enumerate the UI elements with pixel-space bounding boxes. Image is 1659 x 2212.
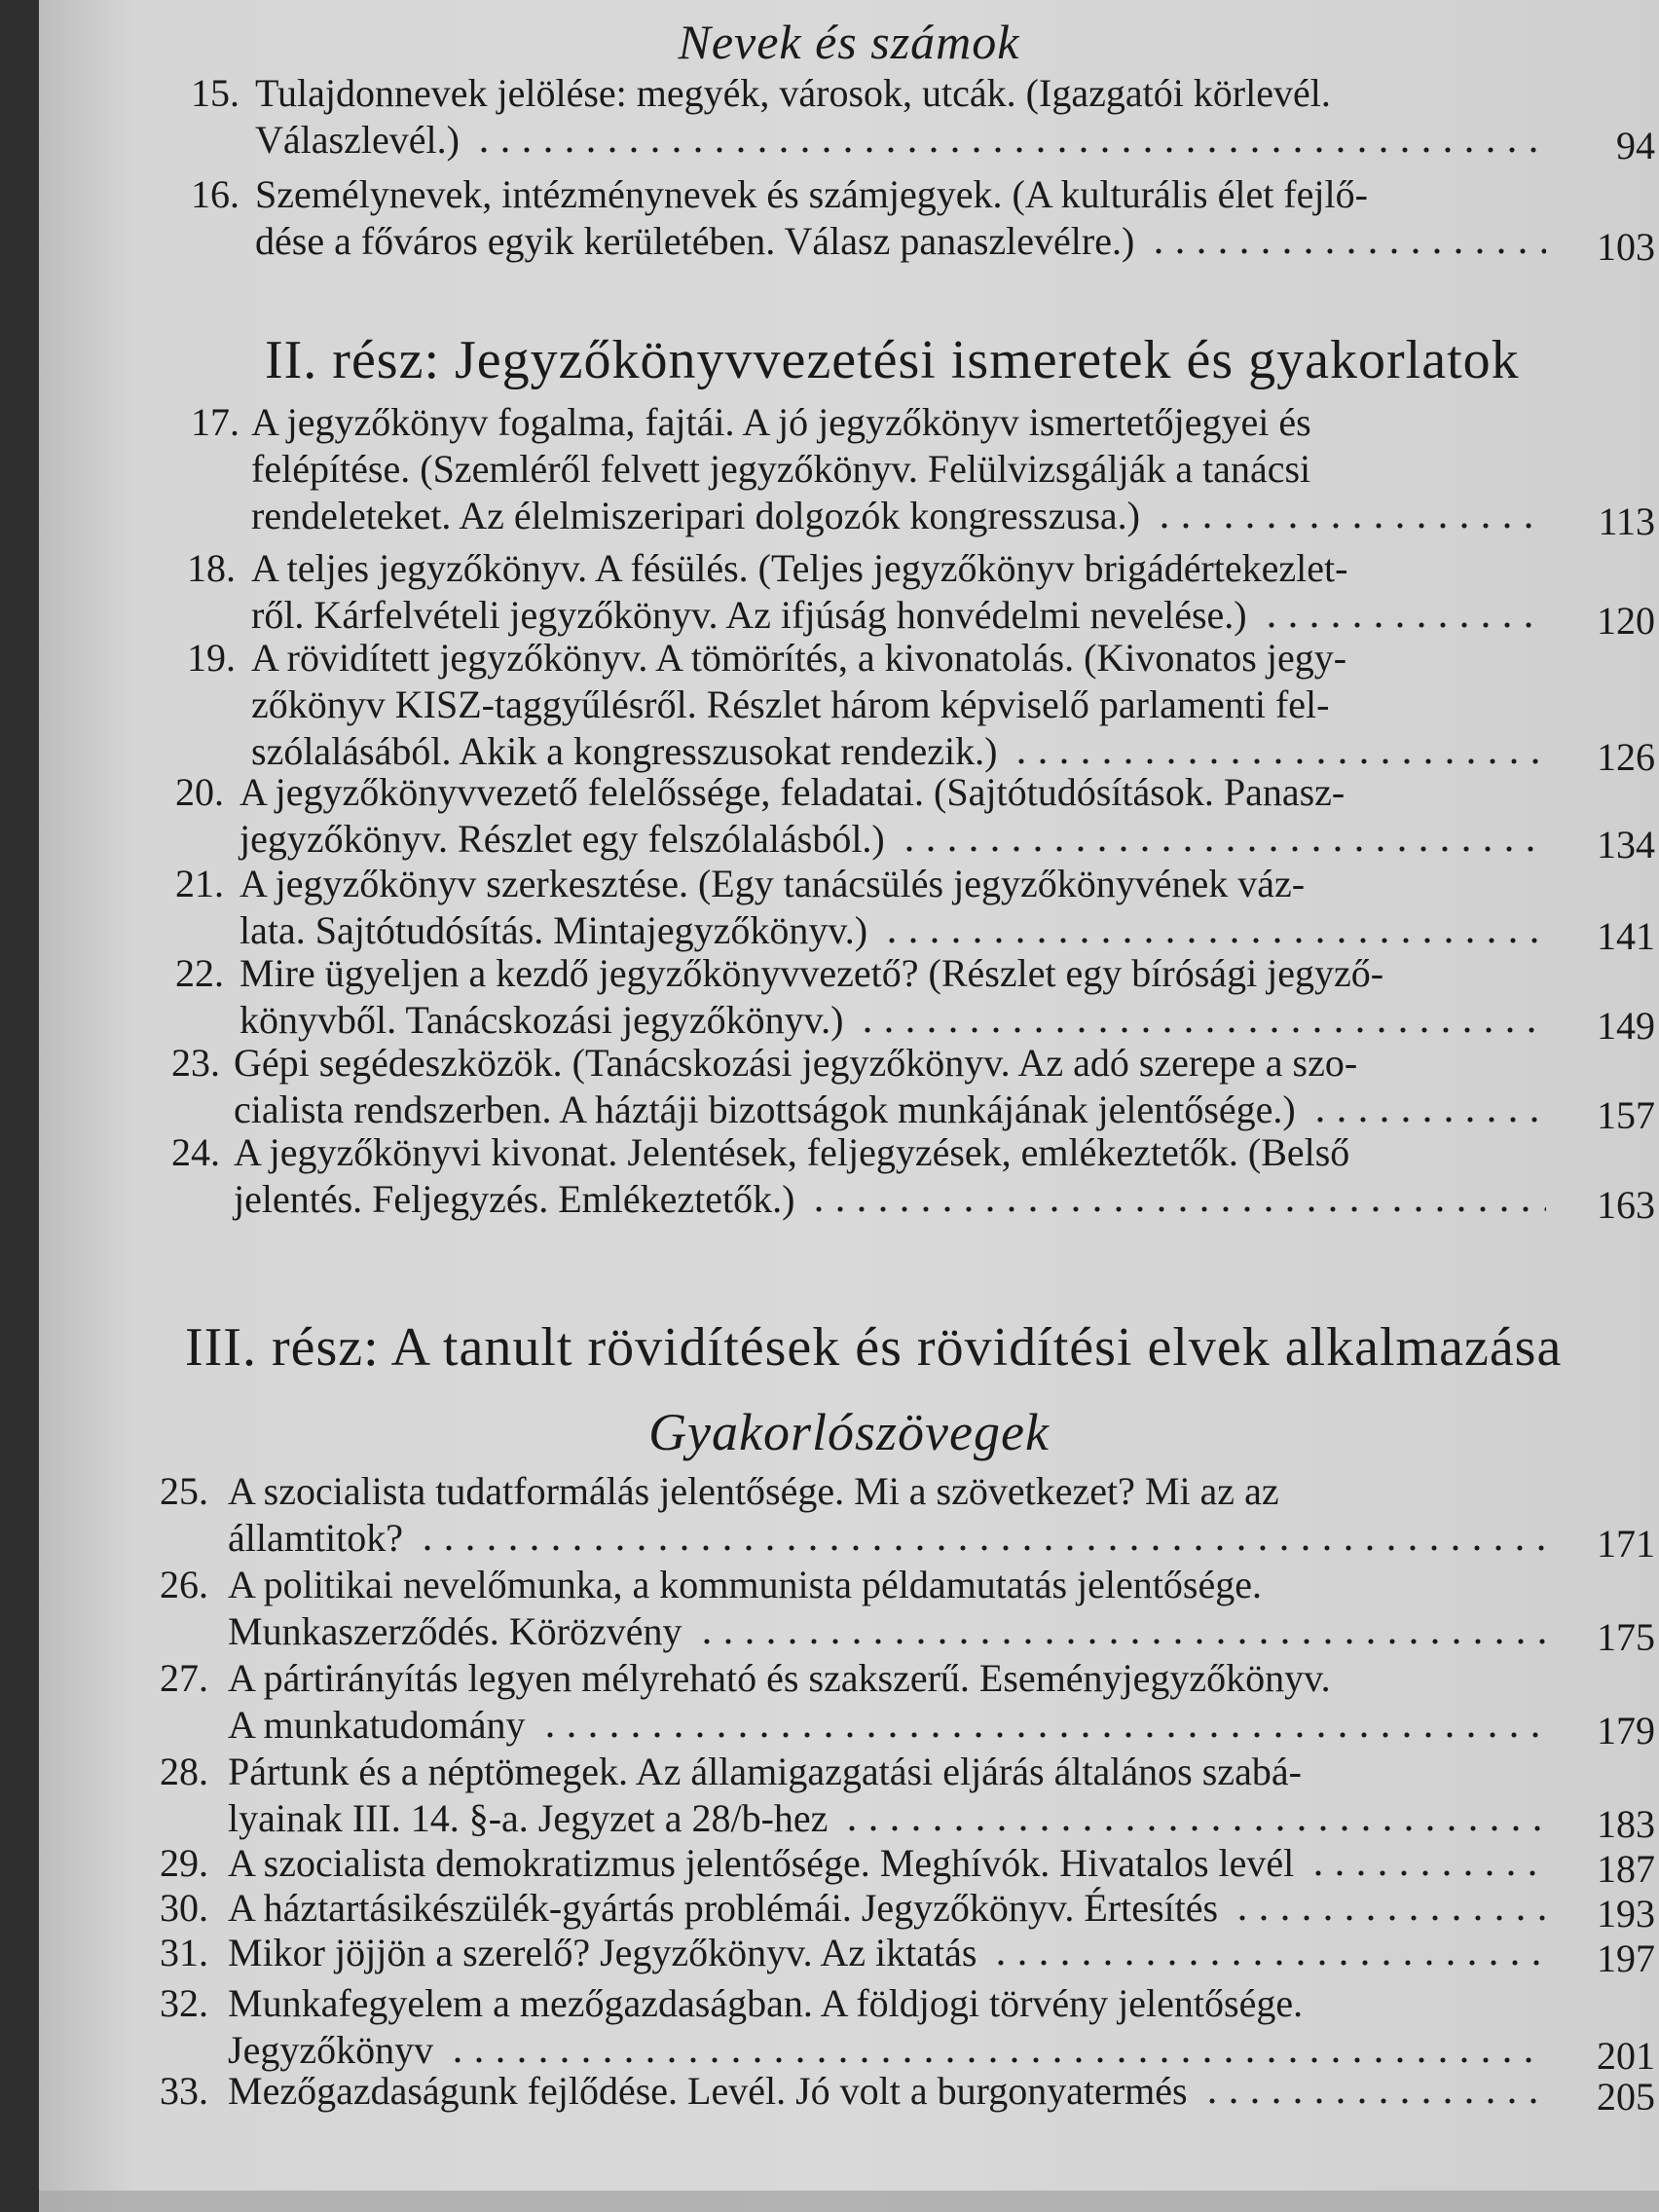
entry-line: rendeleteket. Az élelmiszeripari dolgozók kongresszusa.) xyxy=(251,494,1140,537)
entry-line: A politikai nevelőmunka, a kommunista példamutatás jelentősége. xyxy=(228,1563,1262,1606)
entry-line: könyvből. Tanácskozási jegyzőkönyv.) xyxy=(240,998,844,1042)
entry-number: 33. xyxy=(160,2069,208,2113)
entry-page-number: 187 xyxy=(1597,1847,1655,1891)
toc-entry xyxy=(39,1655,1659,1752)
entry-line: Mikor jöjjön a szerelő? Jegyzőkönyv. Az iktatás xyxy=(228,1931,977,1974)
entry-line: lata. Sajtótudósítás. Mintajegyzőkönyv.) xyxy=(240,908,868,952)
entry-line: A jegyzőkönyvi kivonat. Jelentések, feljegyzések, emlékeztetők. (Belső xyxy=(234,1130,1350,1174)
leader-dots xyxy=(1261,621,1546,629)
leader-dots xyxy=(417,1544,1546,1552)
page-bottom-strip xyxy=(39,2191,1659,2212)
leader-dots xyxy=(808,1205,1546,1213)
entry-number: 29. xyxy=(160,1841,208,1885)
entry-line: Személynevek, intézménynevek és számjegyek. (A kulturális élet fejlő- xyxy=(255,172,1368,216)
entry-number: 15. xyxy=(191,71,240,115)
entry-number: 23. xyxy=(171,1041,220,1085)
leader-dots xyxy=(1011,757,1546,765)
entry-line: Jegyzőkönyv xyxy=(228,2028,434,2072)
toc-entry xyxy=(39,399,1659,543)
entry-number: 30. xyxy=(160,1886,208,1930)
toc-entry xyxy=(39,861,1659,958)
entry-line: lyainak III. 14. §-a. Jegyzet a 28/b-hez xyxy=(228,1796,829,1840)
entry-page-number: 149 xyxy=(1597,1004,1655,1048)
entry-line: zőkönyv KISZ-taggyűlésről. Részlet három képviselő parlamenti fel- xyxy=(251,682,1330,726)
leader-dots xyxy=(1201,2097,1546,2105)
leader-dots xyxy=(990,1959,1546,1967)
entry-line: Mezőgazdaságunk fejlődése. Levél. Jó volt a burgonyatermés xyxy=(228,2069,1188,2113)
entry-line: Tulajdonnevek jelölése: megyék, városok, utcák. (Igazgatói körlevél. xyxy=(255,71,1331,115)
entry-page-number: 103 xyxy=(1597,225,1655,269)
entry-number: 31. xyxy=(160,1931,208,1974)
entry-line: jegyzőkönyv. Részlet egy felszólalásból.) xyxy=(240,817,885,861)
entry-line: szólalásából. Akik a kongresszusokat rendezik.) xyxy=(251,729,998,773)
entry-page-number: 183 xyxy=(1597,1802,1655,1846)
entry-line: A jegyzőkönyv fogalma, fajtái. A jó jegyzőkönyv ismertetőjegyei és xyxy=(251,400,1311,444)
toc-entry xyxy=(39,70,1659,167)
entry-line: A jegyzőkönyvvezető felelőssége, feladatai. (Sajtótudósítások. Panasz- xyxy=(240,770,1346,814)
part3-subtitle: Gyakorlószövegek xyxy=(648,1403,1050,1461)
entry-line: A jegyzőkönyv szerkesztése. (Egy tanácsülés jegyzőkönyvének váz- xyxy=(240,862,1306,905)
entry-line: A háztartásikészülék-gyártás problémái. Jegyzőkönyv. Értesítés xyxy=(228,1886,1219,1930)
entry-page-number: 179 xyxy=(1597,1709,1655,1752)
entry-line: Válaszlevél.) xyxy=(255,118,460,162)
entry-page-number: 193 xyxy=(1597,1892,1655,1936)
entry-line: jelentés. Feljegyzés. Emlékeztetők.) xyxy=(234,1177,795,1221)
entry-line: A teljes jegyzőkönyv. A fésülés. (Teljes jegyzőkönyv brigádértekezlet- xyxy=(251,546,1348,590)
entry-number: 26. xyxy=(160,1563,208,1606)
toc-entry xyxy=(39,2068,1659,2119)
entry-page-number: 134 xyxy=(1597,823,1655,866)
entry-page-number: 120 xyxy=(1597,599,1655,643)
entry-number: 20. xyxy=(175,770,224,814)
header-title: Nevek és számok xyxy=(678,15,1020,69)
toc-entry xyxy=(39,769,1659,866)
entry-number: 19. xyxy=(187,636,236,680)
entry-line: Gépi segédeszközök. (Tanácskozási jegyzőkönyv. Az adó szerepe a szo- xyxy=(234,1041,1358,1085)
entry-page-number: 141 xyxy=(1597,914,1655,958)
leader-dots xyxy=(1148,247,1546,255)
entry-line: A munkatudomány xyxy=(228,1703,526,1747)
leader-dots xyxy=(1309,1116,1546,1124)
entry-page-number: 113 xyxy=(1598,499,1655,543)
toc-entry xyxy=(39,1562,1659,1659)
toc-entry xyxy=(39,1885,1659,1936)
entry-line: felépítése. (Szemléről felvett jegyzőkönyv. Felülvizsgálják a tanácsi xyxy=(251,447,1311,491)
entry-number: 32. xyxy=(160,1981,208,2025)
part2-title: II. rész: Jegyzőkönyvvezetési ismeretek és gyakorlatok xyxy=(265,330,1520,390)
leader-dots xyxy=(1154,522,1546,530)
entry-number: 16. xyxy=(191,172,240,216)
entry-page-number: 201 xyxy=(1597,2034,1655,2078)
toc-entry xyxy=(39,950,1659,1048)
toc-entry xyxy=(39,545,1659,643)
entry-line: A szocialista tudatformálás jelentősége. Mi a szövetkezet? Mi az az xyxy=(228,1469,1279,1513)
toc-entry xyxy=(39,1468,1659,1566)
entry-number: 17. xyxy=(191,400,240,444)
entry-number: 24. xyxy=(171,1130,220,1174)
entry-number: 22. xyxy=(175,951,224,995)
entry-page-number: 171 xyxy=(1597,1522,1655,1566)
entry-line: A rövidített jegyzőkönyv. A tömörítés, a kivonatolás. (Kivonatos jegy- xyxy=(251,636,1347,680)
leader-dots xyxy=(696,1638,1546,1645)
toc-entry xyxy=(39,1749,1659,1846)
entry-page-number: 126 xyxy=(1597,735,1655,779)
part3-title: III. rész: A tanult rövidítések és rövidítési elvek alkalmazása xyxy=(185,1317,1563,1378)
entry-line: Mire ügyeljen a kezdő jegyzőkönyvvezető? (Részlet egy bírósági jegyző- xyxy=(240,951,1384,995)
entry-line: cialista rendszerben. A háztáji bizottságok munkájának jelentősége.) xyxy=(234,1088,1296,1131)
entry-number: 21. xyxy=(175,862,224,905)
toc-entry xyxy=(39,1840,1659,1891)
entry-line: államtitok? xyxy=(228,1516,403,1560)
leader-dots xyxy=(899,845,1546,853)
leader-dots xyxy=(1308,1869,1546,1877)
leader-dots xyxy=(1232,1914,1546,1922)
book-page xyxy=(39,0,1659,2212)
entry-line: Pártunk és a néptömegek. Az államigazgatási eljárás általános szabá- xyxy=(228,1750,1302,1793)
entry-line: A szocialista demokratizmus jelentősége. Meghívók. Hivatalos levél xyxy=(228,1841,1295,1885)
leader-dots xyxy=(473,146,1546,154)
entry-number: 18. xyxy=(187,546,236,590)
entry-page-number: 175 xyxy=(1597,1615,1655,1659)
toc-entry xyxy=(39,1980,1659,2078)
toc-entry xyxy=(39,1129,1659,1227)
toc-entry xyxy=(39,171,1659,269)
toc-entry xyxy=(39,1040,1659,1137)
leader-dots xyxy=(539,1731,1546,1739)
entry-page-number: 163 xyxy=(1597,1183,1655,1227)
entry-number: 28. xyxy=(160,1750,208,1793)
entry-page-number: 197 xyxy=(1597,1936,1655,1980)
entry-number: 25. xyxy=(160,1469,208,1513)
leader-dots xyxy=(841,1825,1546,1832)
toc-entry xyxy=(39,635,1659,779)
leader-dots xyxy=(447,2056,1546,2064)
toc-entry xyxy=(39,1930,1659,1980)
entry-line: ről. Kárfelvételi jegyzőkönyv. Az ifjúság honvédelmi nevelése.) xyxy=(251,593,1247,637)
leader-dots xyxy=(881,937,1546,944)
entry-page-number: 205 xyxy=(1597,2075,1655,2119)
leader-dots xyxy=(857,1026,1546,1034)
entry-line: Munkaszerződés. Körözvény xyxy=(228,1609,682,1653)
entry-line: dése a főváros egyik kerületében. Válasz panaszlevélre.) xyxy=(255,219,1135,263)
entry-line: Munkafegyelem a mezőgazdaságban. A földjogi törvény jelentősége. xyxy=(228,1981,1304,2025)
entry-page-number: 94 xyxy=(1616,124,1655,167)
entry-line: A pártirányítás legyen mélyreható és szakszerű. Eseményjegyzőkönyv. xyxy=(228,1656,1331,1700)
entry-number: 27. xyxy=(160,1656,208,1700)
entry-page-number: 157 xyxy=(1597,1093,1655,1137)
